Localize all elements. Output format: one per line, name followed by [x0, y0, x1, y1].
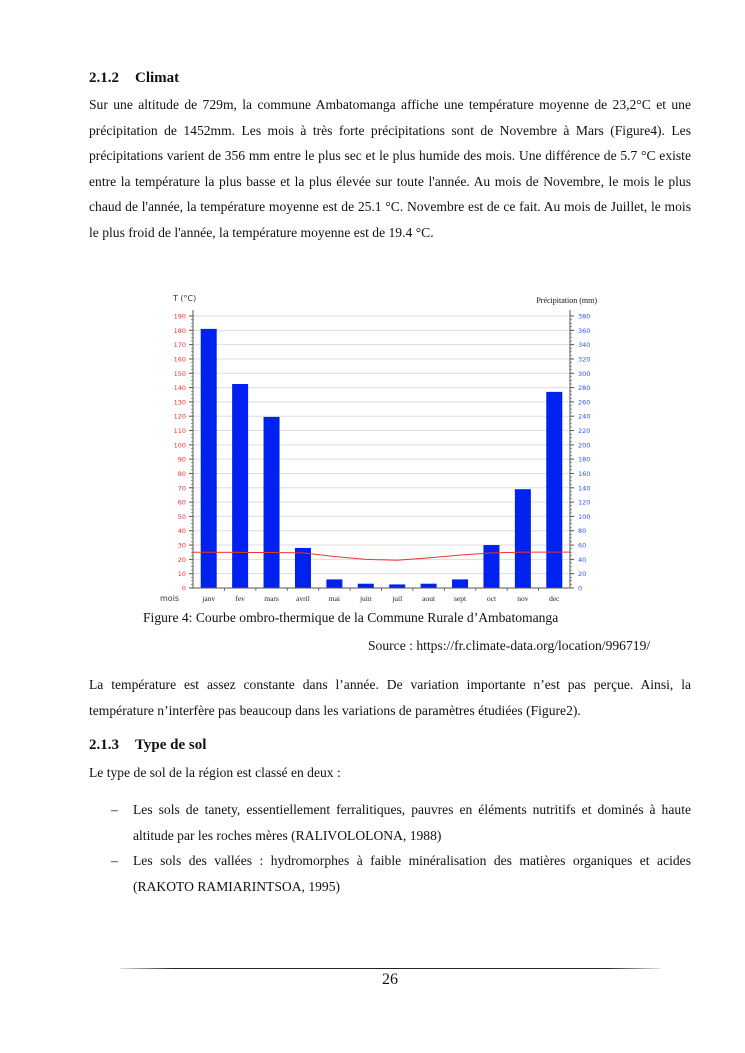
- left-tick-label: 190: [173, 312, 186, 321]
- right-tick-label: 40: [578, 555, 587, 564]
- right-tick-label: 20: [578, 570, 587, 579]
- x-tick-label: dec: [549, 594, 560, 603]
- right-tick-label: 220: [578, 427, 591, 436]
- right-tick-label: 240: [578, 412, 591, 421]
- left-tick-label: 110: [173, 427, 186, 436]
- left-tick-label: 180: [173, 326, 186, 335]
- precipitation-bar-mars: [264, 417, 280, 588]
- precipitation-bar-juin: [358, 584, 374, 588]
- after-figure-paragraph: La température est assez constante dans l’année. De variation importante n’est pas perçue. Ainsi, la température n’interfère pas beaucoup dans les variations de paramètres étudiées (Figure2).: [89, 677, 691, 718]
- dash-bullet: –: [111, 853, 118, 869]
- right-tick-label: 360: [578, 326, 591, 335]
- right-tick-label: 340: [578, 341, 591, 350]
- right-tick-label: 180: [578, 455, 591, 464]
- figure-caption: Figure 4: Courbe ombro-thermique de la Commune Rurale d’Ambatomanga: [143, 610, 559, 625]
- ombrothermic-chart: [160, 288, 610, 610]
- left-tick-label: 170: [173, 341, 186, 350]
- right-tick-label: 0: [578, 584, 583, 593]
- dash-bullet: –: [111, 802, 118, 817]
- precipitation-bar-nov: [515, 489, 531, 588]
- right-axis-label: Précipitation (mm): [536, 296, 597, 305]
- heading-type-de-sol: [89, 737, 206, 754]
- x-tick-label: sept: [453, 594, 467, 603]
- right-tick-label: 160: [578, 469, 591, 478]
- left-axis-ticks: [174, 313, 193, 593]
- x-tick-label: fev: [235, 594, 245, 603]
- left-tick-label: 70: [177, 484, 186, 493]
- x-tick-label: avril: [296, 594, 310, 603]
- left-tick-label: 30: [177, 541, 186, 550]
- right-tick-label: 100: [578, 512, 591, 521]
- list-item: [89, 848, 691, 899]
- x-tick-label: mai: [328, 594, 340, 603]
- left-tick-label: 130: [173, 398, 186, 407]
- precipitation-bar-juil: [389, 584, 405, 588]
- left-tick-label: 50: [177, 512, 186, 521]
- right-tick-label: 140: [578, 484, 591, 493]
- left-tick-label: 90: [177, 455, 186, 464]
- right-tick-label: 260: [578, 398, 591, 407]
- left-tick-label: 140: [173, 384, 186, 393]
- right-tick-label: 120: [578, 498, 591, 507]
- heading-climat: [89, 70, 179, 87]
- precipitation-bar-fev: [232, 384, 248, 588]
- section-title: Type de sol: [135, 737, 207, 753]
- precipitation-bars: [201, 329, 563, 588]
- x-axis-label: mois: [160, 594, 180, 603]
- x-tick-label: mars: [264, 594, 279, 603]
- left-tick-label: 150: [173, 369, 186, 378]
- precipitation-bar-janv: [201, 329, 217, 588]
- sol-intro: Le type de sol de la région est classé en deux :: [89, 765, 341, 780]
- right-tick-label: 80: [578, 527, 587, 536]
- x-tick-label: juil: [392, 594, 403, 603]
- page-number: 26: [382, 971, 398, 988]
- left-tick-label: 40: [177, 527, 186, 536]
- right-tick-label: 320: [578, 355, 591, 364]
- precipitation-bar-dec: [546, 392, 562, 588]
- x-tick-label: oct: [486, 594, 497, 603]
- x-tick-label: nov: [517, 594, 529, 603]
- climat-paragraph: Sur une altitude de 729m, la commune Ambatomanga affiche une température moyenne de 23,2°C et une précipitation de 1452mm. Les mois à très forte précipitations sont de Novembre à Mars (Figure4). Les précipitations varient de 356 mm entre le plus sec et le plus humide des mois. Une différence de 5.7 °C existe entre la température la plus basse et la plus élevée sur toute l'année. Au mois de Novembre, le mois le plus chaud de l'année, la température moyenne est de 25.1 °C. Novembre est de ce fait. Au mois de Juillet, le mois le plus froid de l'année, la température moyenne est de 19.4 °C.: [89, 97, 691, 240]
- right-tick-label: 60: [578, 541, 587, 550]
- left-tick-label: 80: [177, 469, 186, 478]
- left-tick-label: 0: [181, 584, 186, 593]
- section-title: Climat: [135, 70, 180, 86]
- left-tick-label: 20: [177, 555, 186, 564]
- left-axis-label: T (°C): [173, 294, 197, 303]
- right-axis-ticks: [570, 313, 590, 593]
- x-tick-label: janv: [202, 594, 216, 603]
- precipitation-bar-aout: [421, 584, 437, 588]
- precipitation-bar-sept: [452, 579, 468, 588]
- figure-source: Source : https://fr.climate-data.org/location/996719/: [368, 638, 651, 653]
- left-tick-label: 60: [177, 498, 186, 507]
- section-number: 2.1.3: [89, 737, 119, 753]
- right-tick-label: 280: [578, 384, 591, 393]
- right-tick-label: 200: [578, 441, 591, 450]
- left-tick-label: 120: [173, 412, 186, 421]
- right-tick-label: 380: [578, 312, 591, 321]
- precipitation-bar-mai: [326, 579, 342, 588]
- left-tick-label: 100: [173, 441, 186, 450]
- footer-divider: [120, 968, 660, 969]
- list-item: [89, 797, 691, 848]
- grid-lines: [193, 316, 570, 574]
- section-number: 2.1.2: [89, 70, 119, 86]
- x-axis-labels: [201, 594, 560, 603]
- list-item-text: Les sols de tanety, essentiellement ferralitiques, pauvres en éléments nutritifs et dominés à haute altitude par les roches mères (RALIVOLOLONA, 1988): [133, 802, 691, 843]
- soil-types-list: [89, 797, 691, 899]
- axes: [191, 310, 572, 591]
- right-tick-label: 300: [578, 369, 591, 378]
- x-tick-label: juin: [359, 594, 372, 603]
- left-tick-label: 10: [177, 570, 186, 579]
- x-tick-label: aout: [422, 594, 436, 603]
- left-tick-label: 160: [173, 355, 186, 364]
- precipitation-bar-oct: [483, 545, 499, 588]
- list-item-text: Les sols des vallées : hydromorphes à faible minéralisation des matières organiques et acides (RAKOTO RAMIARINTSOA, 1995): [133, 853, 691, 894]
